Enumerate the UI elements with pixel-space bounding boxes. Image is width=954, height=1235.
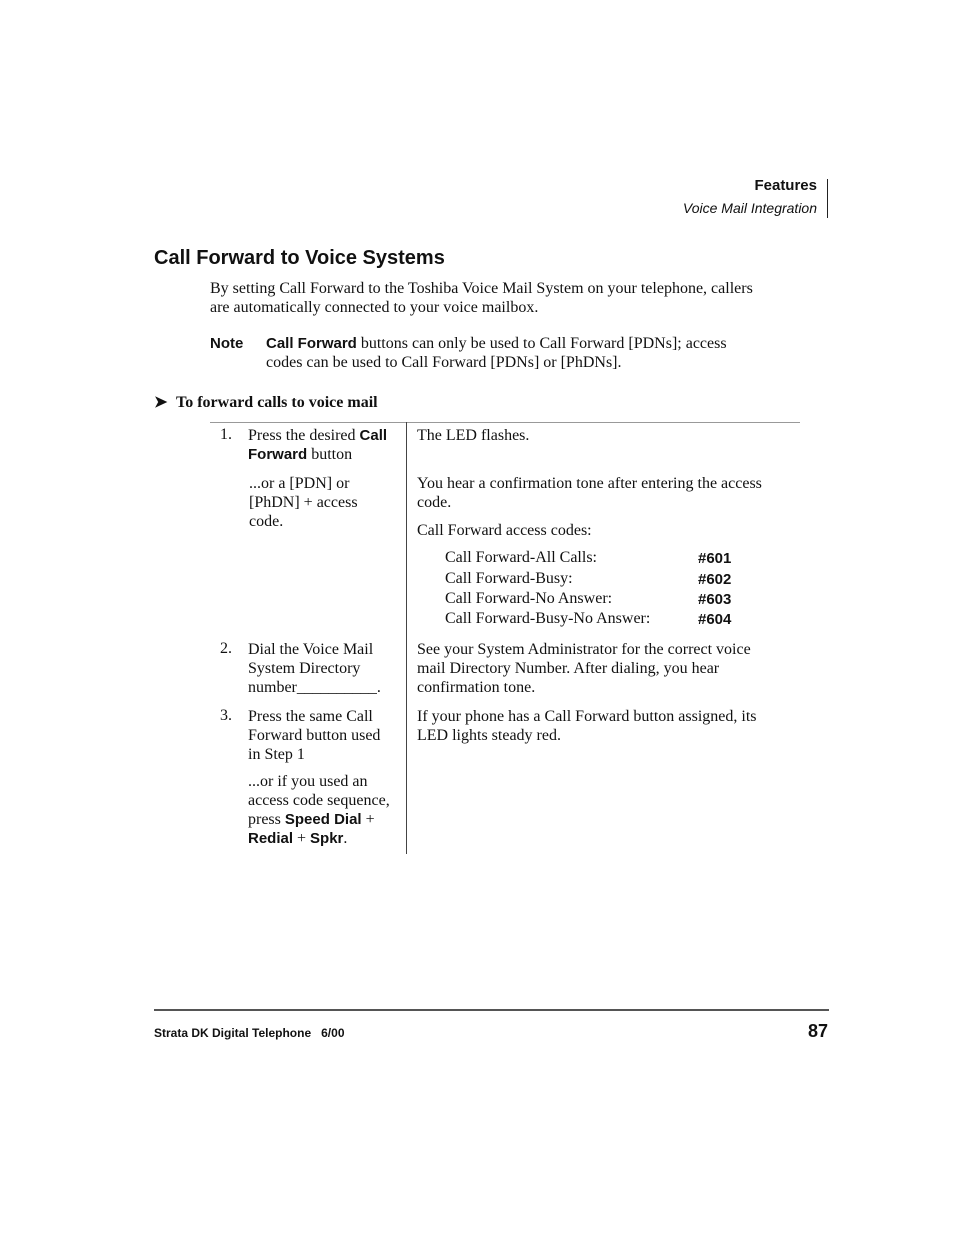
access-code-label: Call Forward-Busy: [445, 570, 573, 587]
access-code-value: #602 [698, 571, 732, 588]
call-forward-key: Call Forward [266, 335, 357, 352]
table-top-rule [210, 422, 800, 423]
step-action-line: in Step 1 [248, 746, 305, 763]
access-code-label: Call Forward-No Answer: [445, 590, 613, 607]
access-code-label: Call Forward-All Calls: [445, 549, 597, 566]
step-action-text: Press the desired [248, 427, 360, 444]
footer-text: Strata DK Digital Telephone 6/00 [154, 1026, 345, 1040]
header-rule [827, 179, 828, 218]
running-header-section: Features [754, 177, 817, 194]
note-text: codes can be used to Call Forward [PDNs] or [PhDNs]. [266, 354, 622, 371]
step-action-line: System Directory [248, 660, 361, 677]
procedure-title: To forward calls to voice mail [176, 394, 378, 411]
intro-line: By setting Call Forward to the Toshiba Voice Mail System on your telephone, callers [210, 280, 753, 297]
access-code-value: #601 [698, 550, 732, 567]
note-text: buttons can only be used to Call Forward [PDNs]; access [356, 335, 727, 352]
call-forward-key: Call [359, 427, 388, 444]
step-result-line: If your phone has a Call Forward button assigned, its [417, 708, 757, 725]
intro-paragraph [210, 279, 810, 317]
step-result [417, 707, 802, 745]
arrow-icon: ➤ [154, 394, 168, 411]
step-number: 2. [220, 640, 232, 657]
step-result-line: LED lights steady red. [417, 727, 561, 744]
step-alt-line: [PhDN] + access [249, 494, 358, 511]
step-action-line: Press the same Call [248, 708, 373, 725]
step-alt-text: press [248, 811, 285, 828]
step-result-line: See your System Administrator for the correct voice [417, 641, 751, 658]
access-code-value: #604 [698, 611, 732, 628]
procedure-heading [154, 392, 378, 412]
step-result: The LED flashes. [417, 427, 530, 444]
step-alt-line: access code sequence, [248, 792, 390, 809]
step-alt-line: code. [249, 513, 284, 530]
note-body [266, 334, 806, 372]
step-action-line: number__________. [248, 679, 381, 696]
table-column-divider [406, 422, 407, 854]
speed-dial-key: Speed Dial [284, 811, 362, 828]
step-alt-line: ...or if you used an [248, 773, 368, 790]
step-alt-text: . [343, 830, 348, 847]
intro-line: are automatically connected to your voice mailbox. [210, 299, 539, 316]
page-title: Call Forward to Voice Systems [154, 247, 445, 269]
note-label: Note [210, 335, 244, 352]
running-header-subsection: Voice Mail Integration [682, 200, 817, 216]
call-forward-key: Forward [248, 446, 308, 463]
access-code-label: Call Forward-Busy-No Answer: [445, 610, 651, 627]
step-action-text: button [307, 446, 353, 463]
step-alternative [249, 474, 404, 531]
step-action [248, 640, 403, 697]
step-alt-text: + [293, 830, 311, 847]
access-code-value: #603 [698, 591, 732, 608]
step-action-line: Forward button used [248, 727, 381, 744]
step-result-line: code. [417, 494, 452, 511]
redial-key: Redial [248, 830, 294, 847]
footer-rule [154, 1009, 829, 1011]
page-number: 87 [807, 1021, 828, 1041]
spkr-key: Spkr [310, 830, 344, 847]
step-alt-line: ...or a [PDN] or [249, 475, 350, 492]
step-result-line: confirmation tone. [417, 679, 536, 696]
step-result [417, 640, 802, 697]
step-alternative [248, 772, 405, 848]
step-alt-text: + [361, 811, 375, 828]
step-result-line: mail Directory Number. After dialing, you hear [417, 660, 720, 677]
step-action [248, 707, 403, 764]
step-action-line: Dial the Voice Mail [248, 641, 374, 658]
step-result: Call Forward access codes: [417, 522, 592, 539]
step-result [417, 474, 802, 512]
step-action [248, 426, 403, 464]
step-result-line: You hear a confirmation tone after entering the access [417, 475, 762, 492]
step-number: 3. [220, 707, 232, 724]
step-number: 1. [220, 426, 232, 443]
